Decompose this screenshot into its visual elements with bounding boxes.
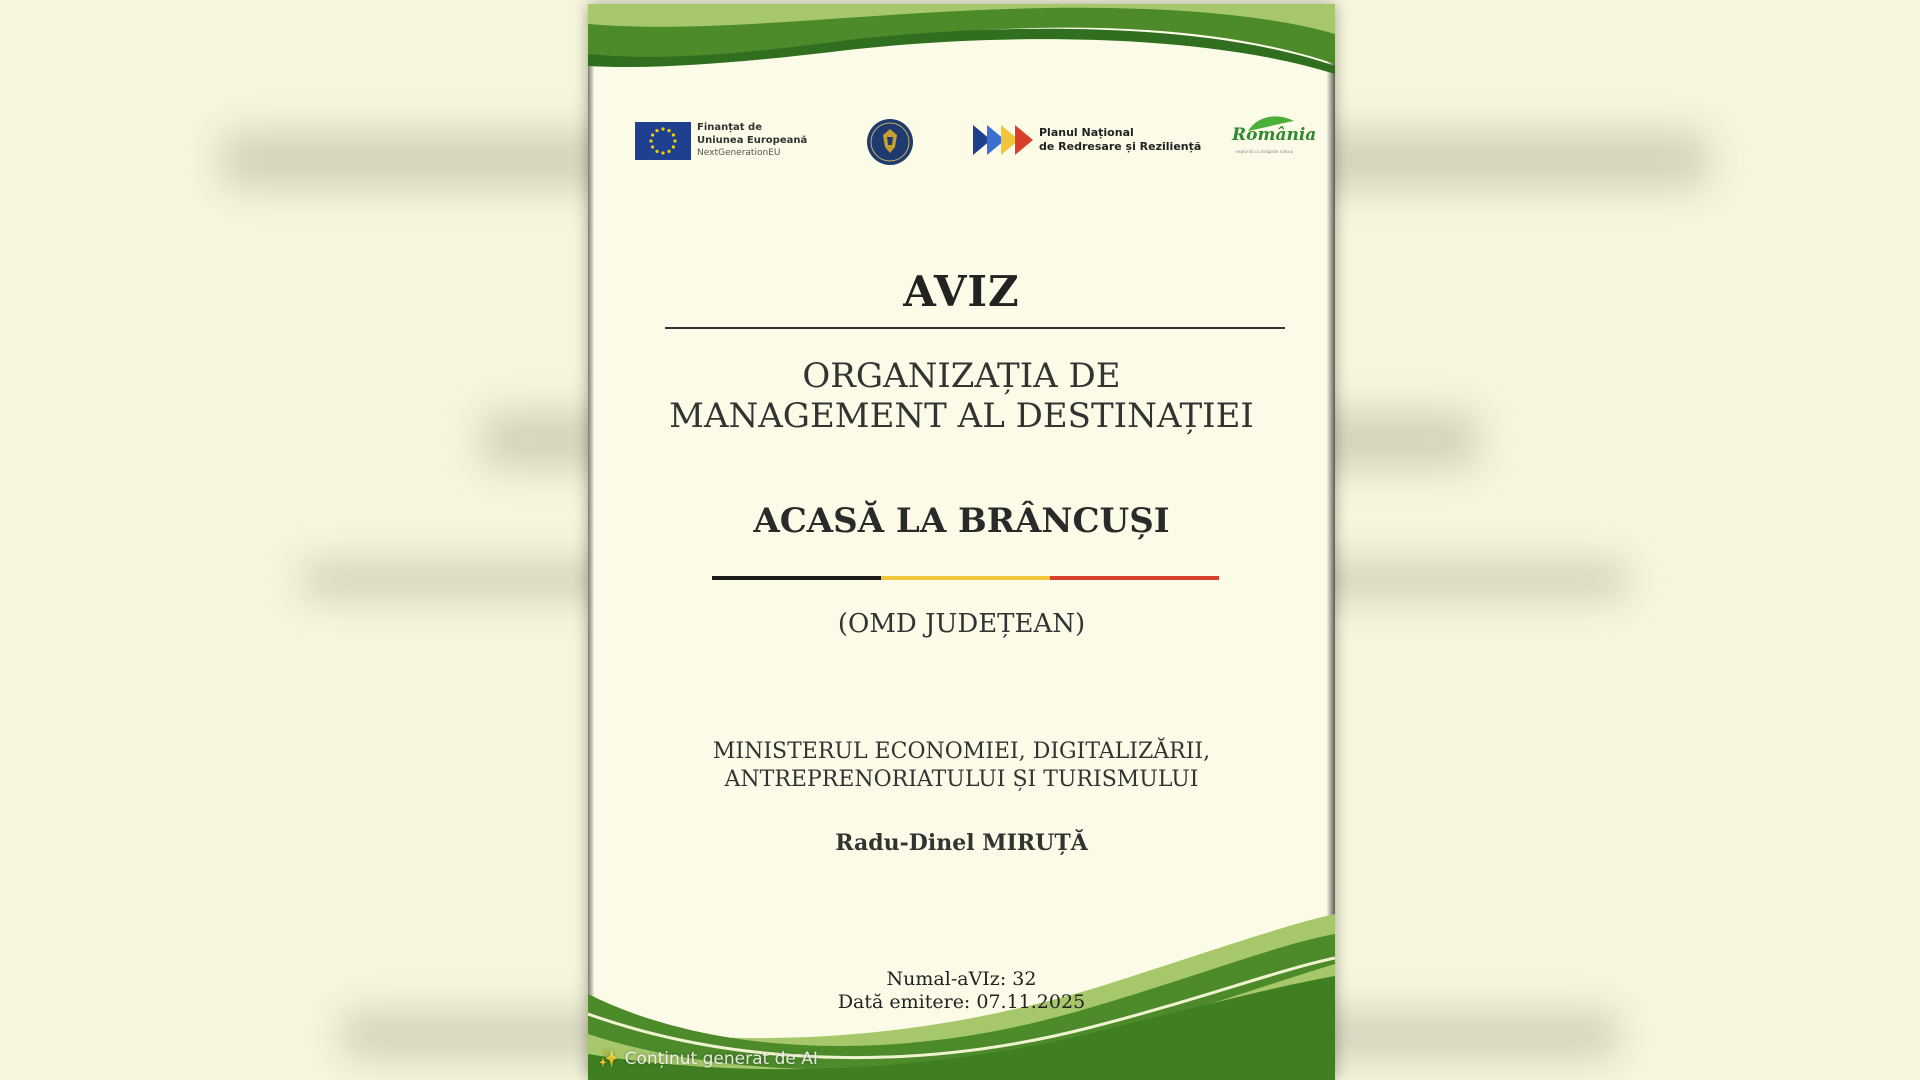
- eu-funding-text: [697, 121, 807, 160]
- destination-name: ACASĂ LA BRÂNCUȘI: [753, 501, 1170, 541]
- eu-funding-logo: [635, 121, 807, 160]
- issue-date: Dată emitere: 07.11.2025: [837, 991, 1086, 1013]
- document-number: Numal-aVIz: 32: [886, 968, 1037, 990]
- pnrr-arrows-icon: [973, 123, 1033, 157]
- tricolor-red: [1050, 576, 1219, 580]
- pnrr-text: [1039, 126, 1201, 154]
- tricolor-yellow: [881, 576, 1050, 580]
- organization-line-2: MANAGEMENT AL DESTINAȚIEI: [669, 396, 1254, 436]
- eu-flag-icon: [635, 122, 691, 160]
- romania-tourism-logo: [1232, 113, 1317, 163]
- top-green-wave: [588, 4, 1335, 94]
- signatory-name: Radu-Dinel MIRUȚĂ: [835, 830, 1088, 856]
- tricolor-divider: [712, 576, 1219, 580]
- ai-generated-note: ✨ Conținut generat de AI: [598, 1049, 818, 1069]
- ministry-name: [588, 738, 1335, 794]
- pnrr-line-2: de Redresare și Reziliență: [1039, 140, 1202, 153]
- logo-bar: [588, 109, 1335, 169]
- pnrr-line-1: Planul Național: [1039, 126, 1134, 139]
- omd-type: (OMD JUDEȚEAN): [837, 609, 1086, 639]
- organization-title: [588, 356, 1335, 436]
- eu-line-2: Uniunea Europeană: [697, 135, 808, 146]
- document-page: [588, 4, 1335, 1080]
- eu-line-3: NextGenerationEU: [697, 148, 781, 158]
- document-title: AVIZ: [903, 267, 1020, 316]
- tricolor-black: [712, 576, 881, 580]
- title-underline: [665, 327, 1285, 329]
- ministry-line-2: ANTREPRENORIATULUI ȘI TURISMULUI: [724, 767, 1199, 792]
- romania-logo-text: România: [1232, 125, 1317, 145]
- eu-line-1: Finanțat de: [697, 122, 762, 133]
- romania-logo-tagline: explorați cu dragoste natura: [1236, 149, 1294, 154]
- organization-line-1: ORGANIZAȚIA DE: [802, 356, 1121, 396]
- ministry-line-1: MINISTERUL ECONOMIEI, DIGITALIZĂRII,: [712, 739, 1211, 764]
- government-crest-icon: [865, 117, 915, 167]
- pnrr-logo: [973, 123, 1201, 157]
